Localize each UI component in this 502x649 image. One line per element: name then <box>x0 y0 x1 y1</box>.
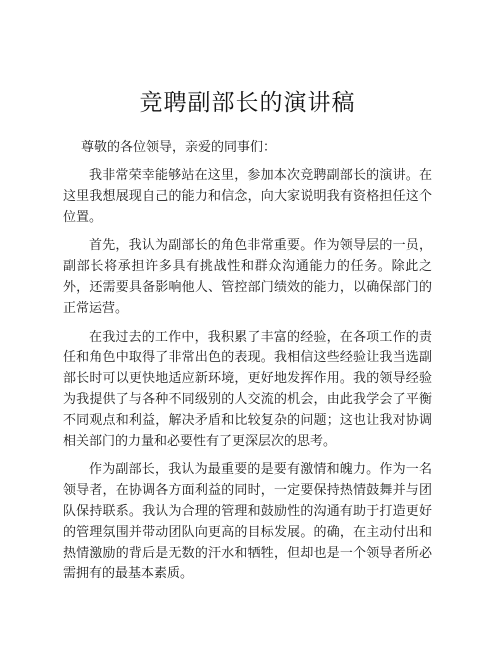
paragraph-intro: 我非常荣幸能够站在这里，参加本次竞聘副部长的演讲。在这里我想展现自己的能力和信念，向大家说明我有资格担任这个位置。 <box>63 168 432 225</box>
paragraph-role-importance: 首先，我认为副部长的角色非常重要。作为领导层的一员，副部长将承担许多具有挑战性和群众沟通能力的任务。除此之外，还需要具备影响他人、管控部门绩效的能力，以确保部门的正常运营。 <box>63 238 432 316</box>
paragraph-experience: 在我过去的工作中，我积累了丰富的经验，在各项工作的责任和角色中取得了非常出色的表现。我相信这些经验让我当选副部长时可以更快地适应新环境，更好地发挥作用。我的领导经验为我提供了与各种不同级别的人交流的机会，由此我学会了平衡不同观点和利益，解决矛盾和比较复杂的问题；这也让我对协调相关部门的力量和必要性有了更深层次的思考。 <box>63 329 432 449</box>
salutation: 尊敬的各位领导，亲爱的同事们： <box>81 140 277 155</box>
document-title: 竞聘副部长的演讲稿 <box>139 90 356 116</box>
paragraph-passion: 作为副部长，我认为最重要的是要有激情和魄力。作为一名领导者，在协调各方面利益的同时，一定要保持热情鼓舞并与团队保持联系。我认为合理的管理和鼓励性的沟通有助于打造更好的管理氛围并带动团队向更高的目标发展。的确，在主动付出和热情激励的背后是无数的汗水和牺牲，但却也是一个领导者所必需拥有的最基本素质。 <box>63 462 432 582</box>
